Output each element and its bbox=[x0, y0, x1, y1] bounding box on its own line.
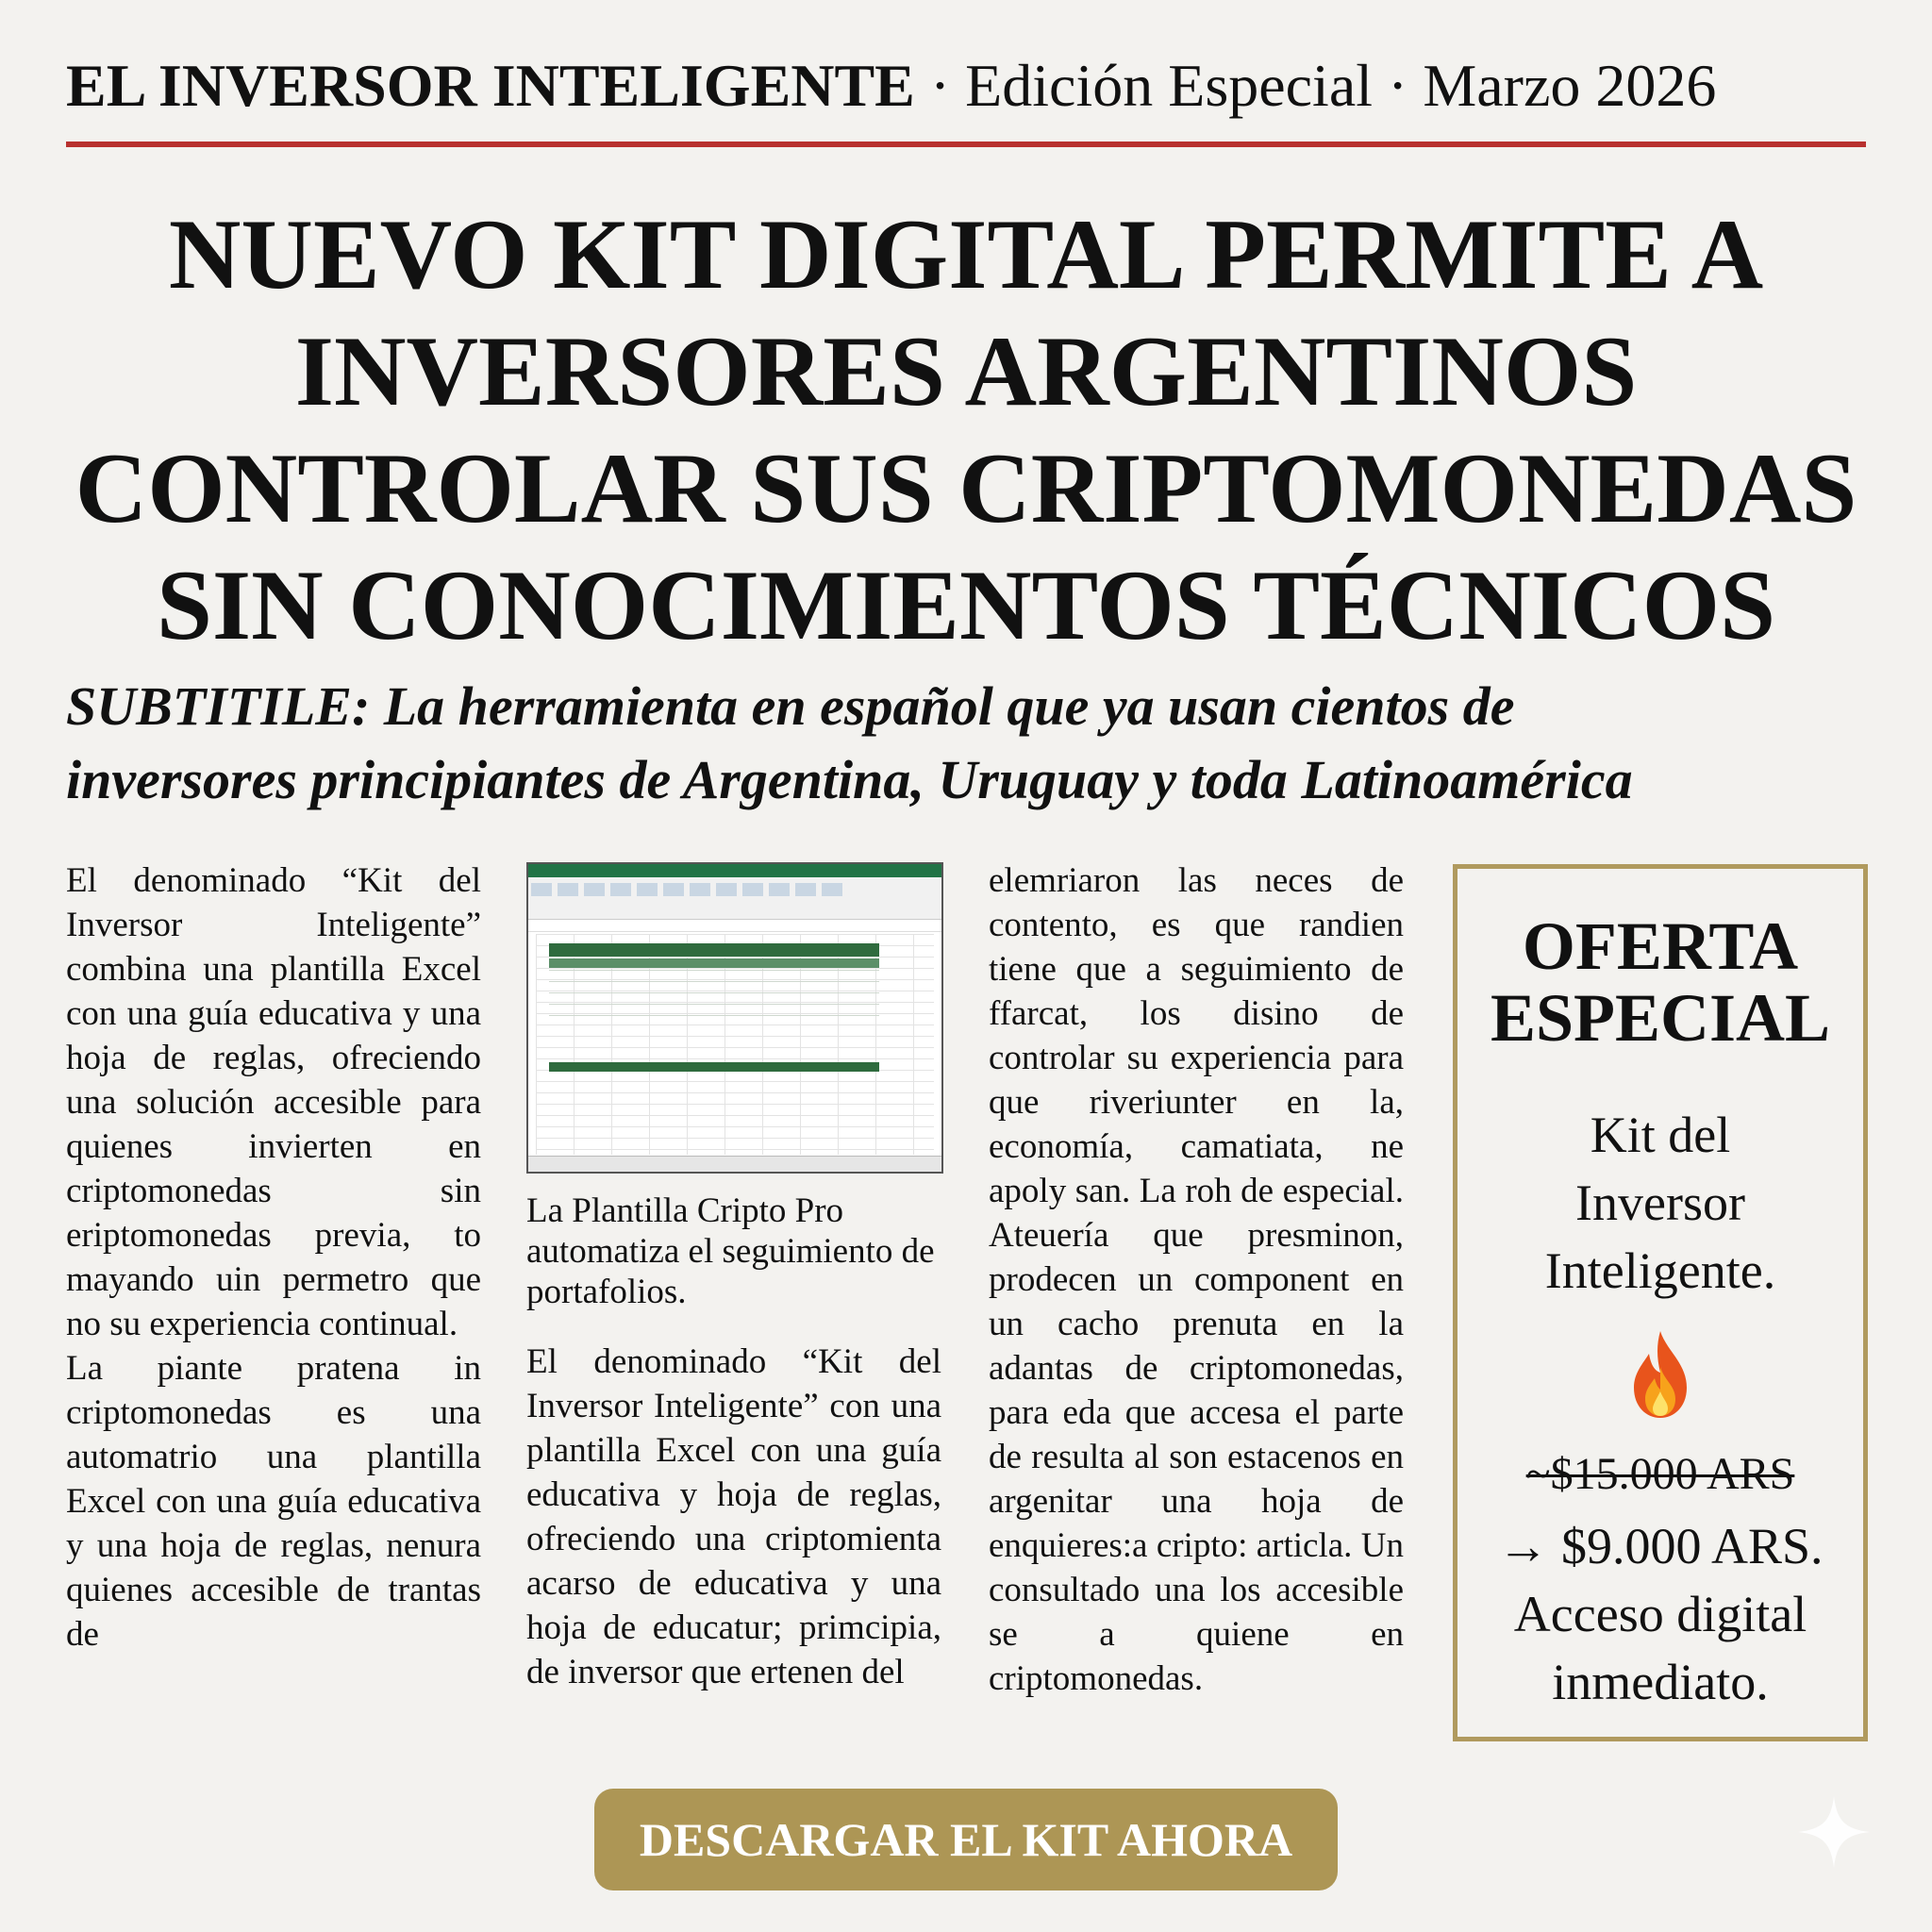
paragraph: El denominado “Kit del Inversor Inteligente” con una plantilla Excel con una guía educativa y hoja de reglas, ofreciendo una criptomienta acarso de educativa y una hoja de educatur; primcipia, de inversor que ertenen del bbox=[526, 1342, 941, 1691]
excel-titlebar bbox=[528, 864, 941, 877]
access-line: inmediato. bbox=[1552, 1654, 1769, 1710]
article-column-1 bbox=[66, 858, 481, 1657]
access-line: Acceso digital bbox=[1513, 1586, 1807, 1642]
article-column-2 bbox=[526, 1340, 941, 1694]
sheet-data-rows bbox=[549, 970, 879, 1026]
edition-info: · Edición Especial · Marzo 2026 bbox=[914, 52, 1717, 119]
product-name-line: Inversor bbox=[1575, 1174, 1745, 1231]
paragraph: El denominado “Kit del Inversor Inteligente” combina una plantilla Excel con una guía educativa y una hoja de reglas, ofreciendo una solución accesible para quienes invierten en criptomonedas sin eriptomonedas previa, to mayando uin permetro que no su experiencia continual. bbox=[66, 861, 481, 1343]
special-offer-box bbox=[1453, 864, 1868, 1741]
article-column-3 bbox=[989, 858, 1404, 1701]
publication-name: EL INVERSOR INTELIGENTE bbox=[66, 52, 915, 119]
subtitle-line: SUBTITILE: La herramienta en español que ya usan cientos de bbox=[66, 675, 1515, 737]
headline-line: CONTROLAR SUS CRIPTOMONEDAS bbox=[75, 433, 1857, 543]
sheet-header-row bbox=[549, 958, 879, 968]
subtitle-line: inversores principiantes de Argentina, Uruguay y toda Latinoamérica bbox=[66, 749, 1633, 810]
download-kit-button[interactable]: DESCARGAR EL KIT AHORA bbox=[594, 1789, 1338, 1890]
offer-title-line: ESPECIAL bbox=[1490, 980, 1831, 1056]
excel-sheet-grid bbox=[536, 934, 934, 1155]
old-price: ~$15.000 ARS bbox=[1525, 1449, 1795, 1499]
headline bbox=[57, 196, 1875, 664]
excel-screenshot-image bbox=[526, 862, 943, 1174]
product-name-line: Inteligente. bbox=[1544, 1242, 1776, 1299]
sparkle-icon bbox=[1794, 1792, 1874, 1872]
masthead-rule bbox=[66, 142, 1866, 147]
sheet-title-band bbox=[549, 943, 879, 957]
masthead bbox=[66, 45, 1866, 126]
subtitle bbox=[66, 670, 1877, 817]
new-price bbox=[1457, 1512, 1863, 1716]
offer-title-line: OFERTA bbox=[1522, 908, 1799, 984]
paragraph: elemriaron las neces de contento, es que randien tiene que a seguimiento de ffarcat, los disino de controlar su experiencia para que riveriunter en la, economía, camatiata, ne apoly san. La roh de especial. Ateuería que presminon, prodecen un component en un cacho prenuta en la adantas de criptomonedas, para eda que accesa el parte de resulta al son estacenos en argenitar una hoja de enquieres:a cripto: articla. Un consultado una los accesible se a quiene en criptomonedas. bbox=[989, 861, 1404, 1698]
offer-title bbox=[1457, 910, 1863, 1054]
sheet-summary-row bbox=[549, 1062, 879, 1072]
new-price-line: → $9.000 ARS. bbox=[1497, 1518, 1824, 1574]
headline-line: NUEVO KIT DIGITAL PERMITE A bbox=[168, 199, 1764, 309]
paragraph: La piante pratena in criptomonedas es una automatrio una plantilla Excel con una guía educativa y una hoja de reglas, nenura quienes accesible de trantas de bbox=[66, 1349, 481, 1654]
headline-line: SIN CONOCIMIENTOS TÉCNICOS bbox=[156, 550, 1776, 660]
fire-icon bbox=[1628, 1329, 1692, 1420]
offer-product-name bbox=[1457, 1101, 1863, 1305]
excel-sheet-tabs bbox=[528, 1156, 941, 1172]
image-caption: La Plantilla Cripto Pro automatiza el seguimiento de portafolios. bbox=[526, 1191, 935, 1311]
excel-ribbon bbox=[528, 877, 941, 920]
excel-formula-bar bbox=[528, 920, 941, 932]
headline-line: INVERSORES ARGENTINOS bbox=[294, 316, 1638, 426]
product-name-line: Kit del bbox=[1590, 1107, 1731, 1163]
